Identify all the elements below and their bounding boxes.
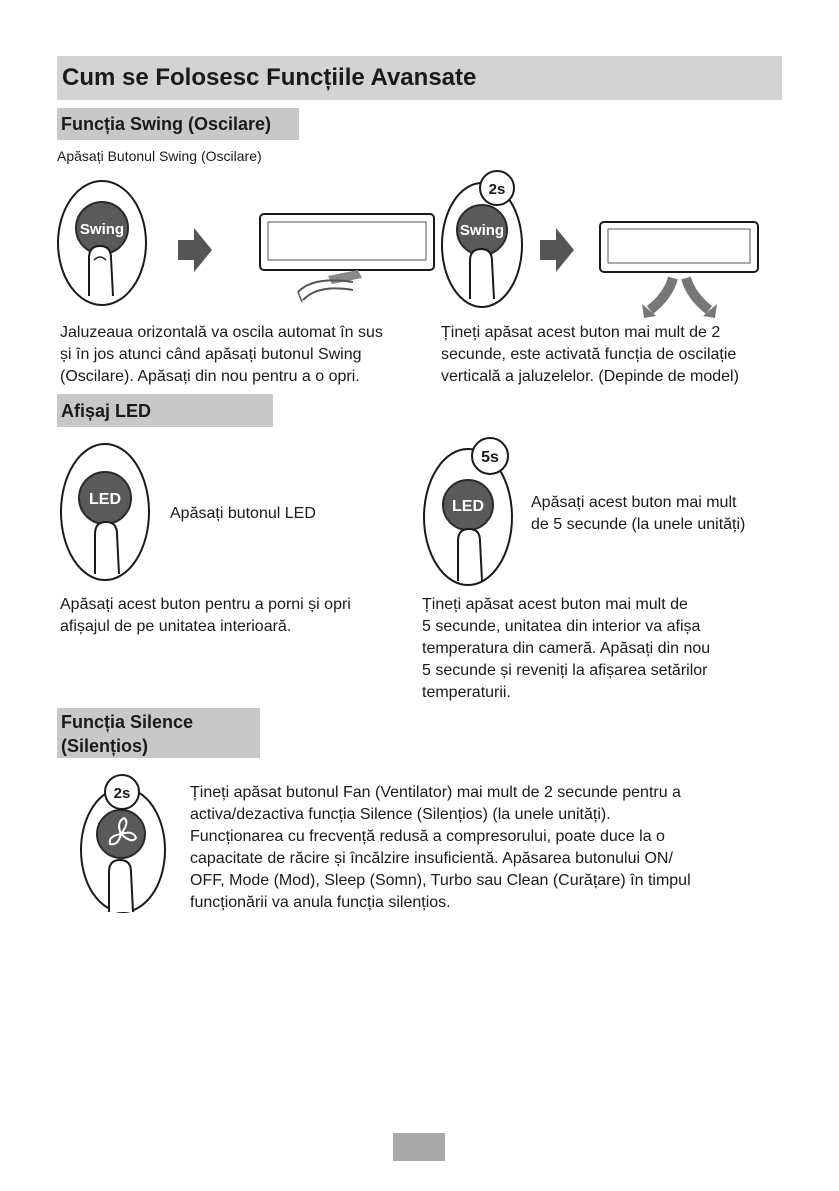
swing-button-hold-label: Swing [459, 222, 505, 239]
page-number-box [393, 1133, 445, 1161]
hold-timer-label: 2s [488, 181, 506, 198]
led-remote-press [58, 440, 158, 590]
led-remote-hold [420, 435, 530, 595]
arrow-right-icon [178, 228, 212, 272]
finger-icon [95, 522, 119, 574]
led-button-label: LED [89, 491, 121, 508]
silence-desc: Țineți apăsat butonul Fan (Ventilator) mai mult de 2 secunde pentru a activa/dezactiva funcția Silence (Silențios) (la unele unități). Funcționarea cu frecvență redusă a compresorului, poate duce la o capacitate de răcire și încălzire insuficientă. Apăsarea butonului ON/ OFF, Mode (Mod), Sleep (Somn), Turbo sau Clean (Curățare) în timpul funcționării va anula funcția silențios. [190, 784, 691, 911]
airflow-left-icon [650, 278, 673, 310]
page-title: Cum se Folosesc Funcțiile Avansate [62, 64, 477, 91]
indoor-unit-vertical-swing [598, 218, 762, 318]
led-hold-caption: Apăsați acest buton mai mult de 5 secunde (la unele unități) [531, 494, 746, 533]
swing-desc-right: Țineți apăsat acest buton mai mult de 2 secunde, este activată funcția de oscilație verticală a jaluzelelor. (Depinde de model) [441, 324, 739, 385]
led-desc-left: Apăsați acest buton pentru a porni și opri afișajul de pe unitatea interioară. [60, 596, 351, 635]
swing-desc-left: Jaluzeaua orizontală va oscila automat în sus și în jos atunci când apăsați butonul Swing (Oscilare). Apăsați din nou pentru a o opri. [60, 324, 383, 385]
fan-remote-hold [78, 772, 178, 922]
led-heading: Afișaj LED [61, 401, 152, 421]
finger-icon [89, 246, 113, 296]
swing-heading: Funcția Swing (Oscilare) [61, 114, 272, 134]
swing-remote-hold [440, 175, 540, 315]
led-desc-right: Țineți apăsat acest buton mai mult de 5 secunde, unitatea din interior va afișa temperatura din cameră. Apăsați din nou 5 secunde și reveniți la afișarea setărilor temperaturii. [422, 596, 711, 701]
hold-timer-label: 5s [481, 449, 499, 466]
finger-icon [458, 529, 482, 581]
swing-intro: Apăsați Butonul Swing (Oscilare) [57, 148, 262, 164]
finger-icon [470, 249, 494, 299]
led-press-caption: Apăsați butonul LED [170, 505, 316, 522]
swing-button-label: Swing [79, 221, 125, 238]
silence-heading: Funcția Silence (Silențios) [61, 712, 194, 756]
swing-remote-press [55, 178, 155, 313]
hold-timer-label: 2s [113, 785, 131, 802]
arrow-right-icon [540, 228, 574, 272]
led-button-hold-label: LED [452, 498, 484, 515]
airflow-right-icon [686, 278, 709, 310]
indoor-unit-horizontal-swing [258, 210, 438, 310]
finger-icon [109, 860, 133, 912]
